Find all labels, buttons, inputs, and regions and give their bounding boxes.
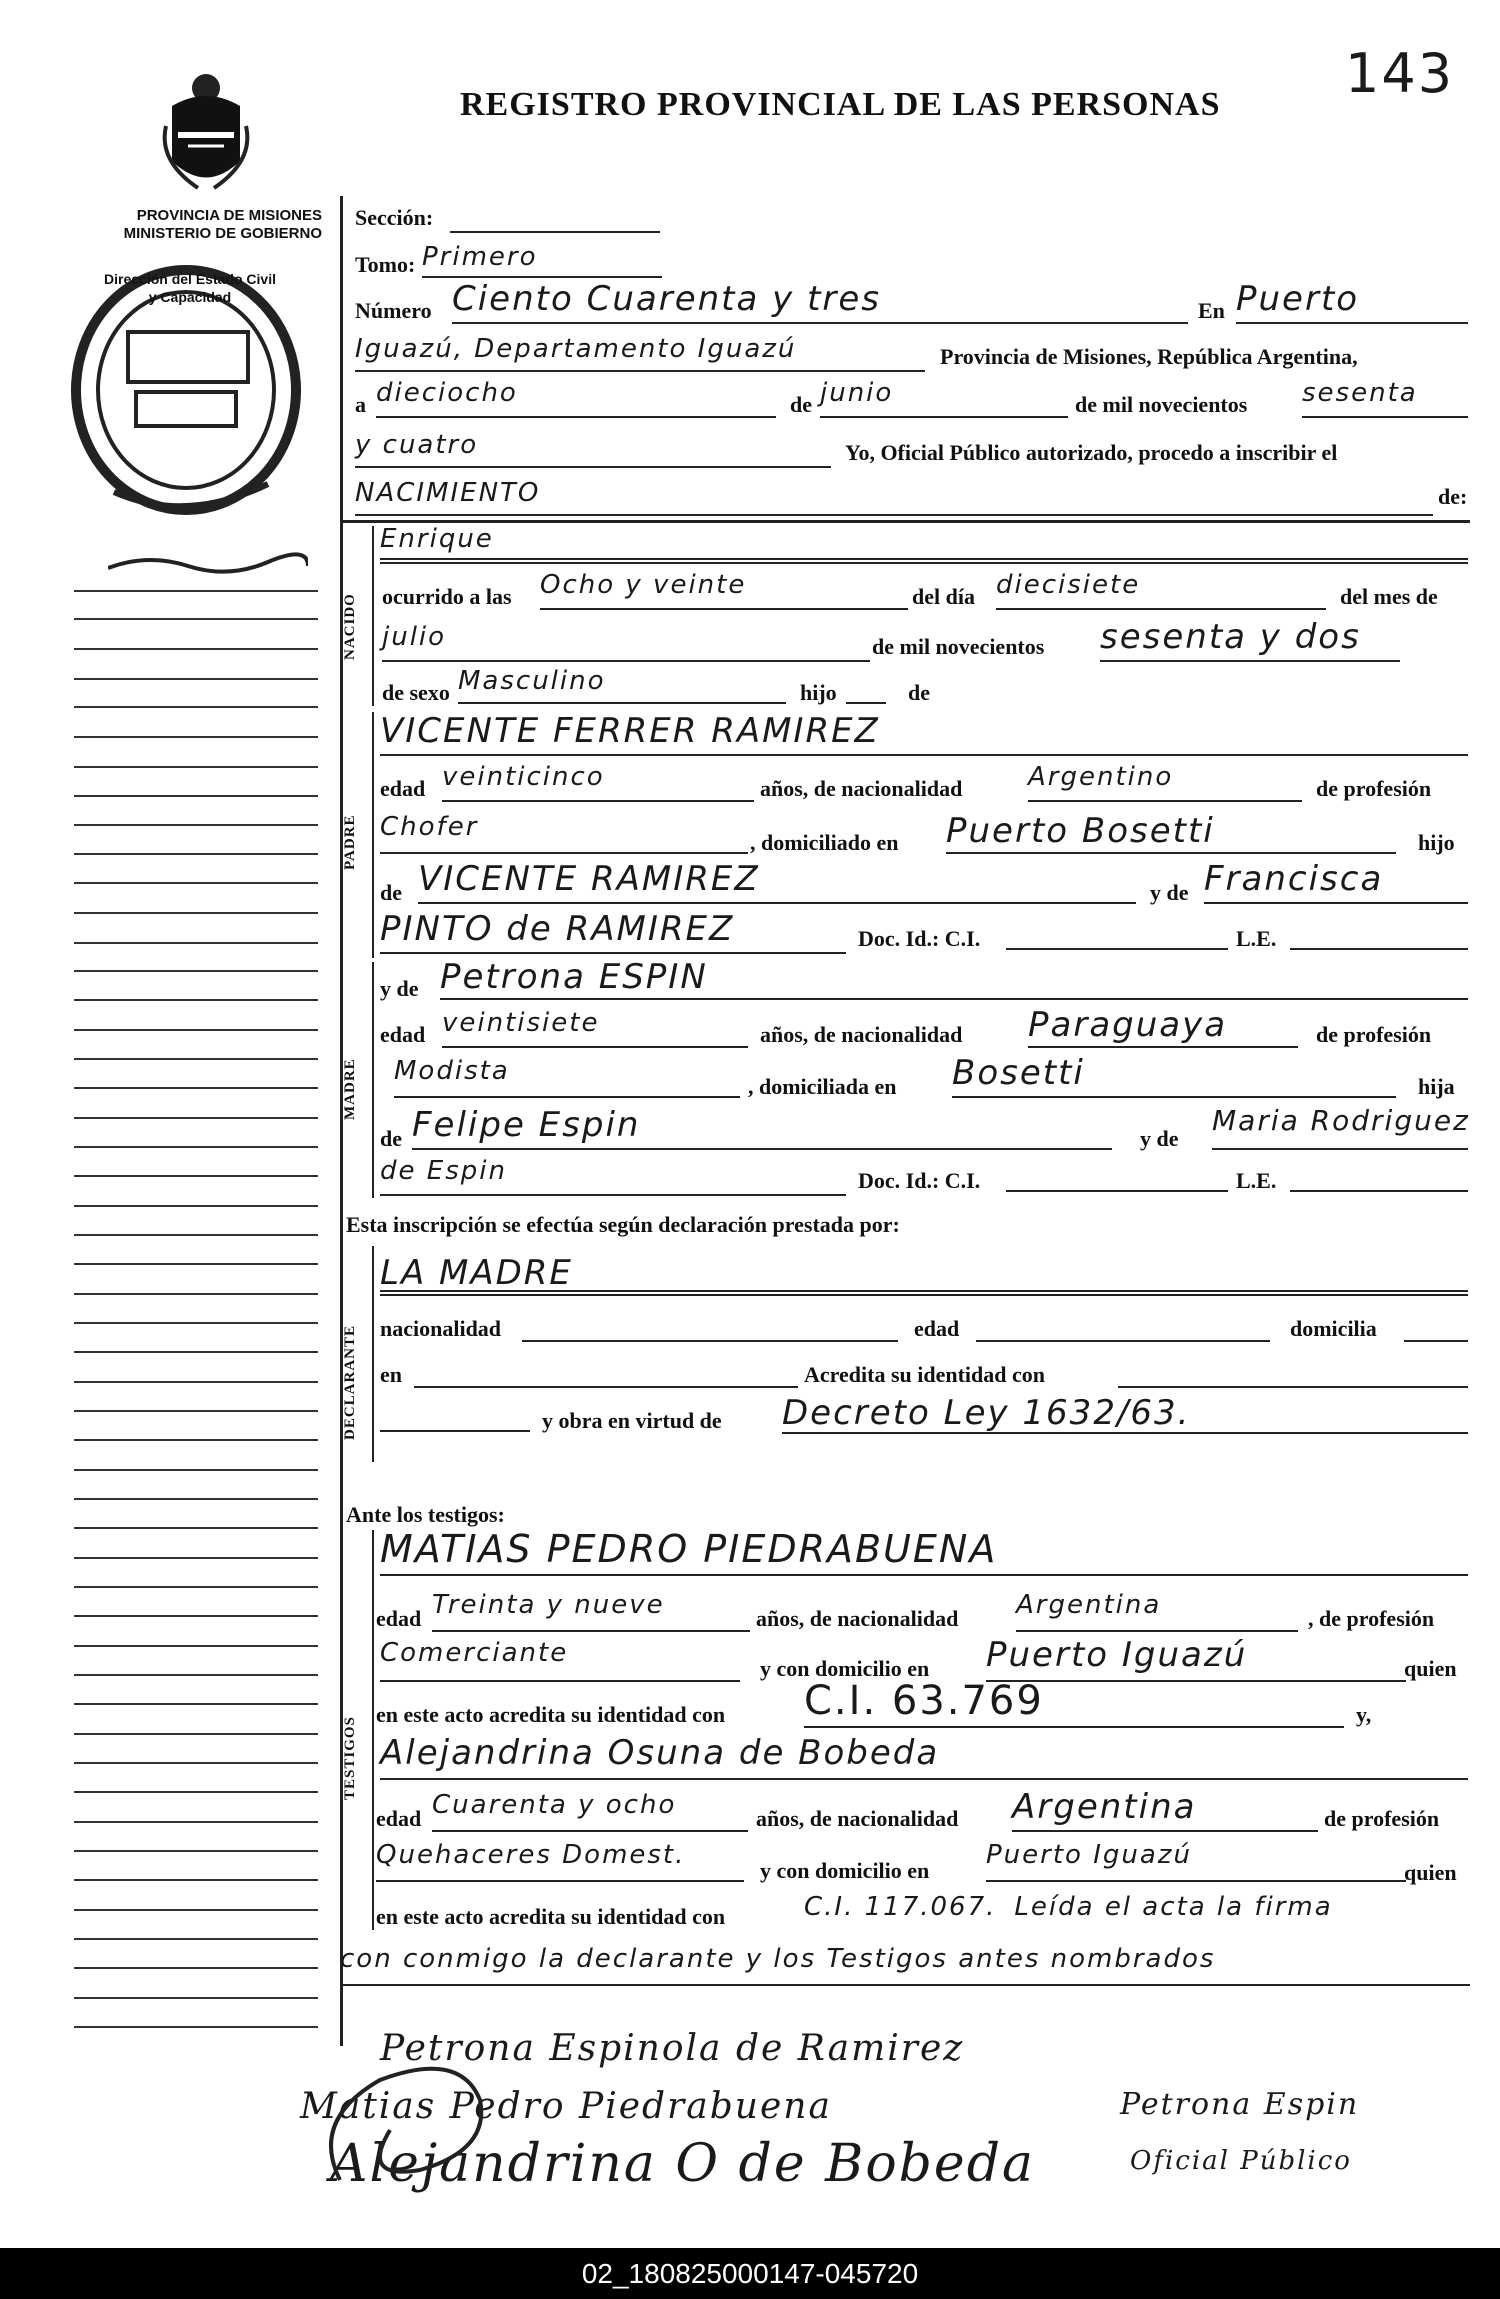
oficial-text: Yo, Oficial Público autorizado, procedo a inscribir el <box>845 440 1338 465</box>
numero-value: Ciento Cuarenta y tres <box>452 279 882 319</box>
anio-field[interactable] <box>1100 618 1400 662</box>
padre-nac-field[interactable] <box>1028 762 1302 802</box>
padre-doc-label: Doc. Id.: C.I. <box>858 926 981 951</box>
provincia-text: Provincia de Misiones, República Argentina, <box>940 344 1358 369</box>
padre-padre-value: VICENTE RAMIREZ <box>418 859 760 899</box>
testigo-2-prof-value: Quehaceres Domest. <box>376 1840 686 1870</box>
testigo-2-acredita-value: C.I. 117.067. <box>804 1892 997 1922</box>
testigo-2-prof-field[interactable] <box>376 1840 744 1882</box>
padre-nac-label: años, de nacionalidad <box>760 776 963 801</box>
declarante-dom-label: domicilia <box>1290 1316 1377 1341</box>
madre-dom-label: , domiciliada en <box>748 1074 897 1099</box>
padre-hijo-label: hijo <box>1418 830 1455 855</box>
en-field[interactable] <box>1236 280 1468 324</box>
testigo-2-dom-field[interactable] <box>986 1840 1406 1882</box>
padre-le-field[interactable] <box>1290 922 1468 950</box>
padre-edad-label: edad <box>380 776 426 801</box>
testigo-1-prof-label: , de profesión <box>1308 1606 1435 1631</box>
act-de-label: de: <box>1438 484 1468 509</box>
padre-prof-label: de profesión <box>1316 776 1432 801</box>
nacido-inner-border <box>372 526 374 706</box>
nacido-name-underline <box>380 562 1468 564</box>
testigo-1-dom-label: y con domicilio en <box>760 1656 930 1681</box>
madre-nac-value: Paraguaya <box>1028 1005 1228 1045</box>
closing-text-2-field <box>340 1944 1470 1986</box>
year-text: de mil novecientos <box>1075 392 1248 417</box>
document-title: REGISTRO PROVINCIAL DE LAS PERSONAS <box>460 86 1221 123</box>
declarante-inner-border <box>372 1246 374 1462</box>
section-declarante-label: DECLARANTE <box>342 1324 358 1440</box>
month-field[interactable] <box>820 378 1068 418</box>
tomo-value: Primero <box>422 242 538 272</box>
folio-number: 143 <box>1345 42 1455 105</box>
nacido-name-field[interactable] <box>380 524 1468 560</box>
padre-edad-value: veinticinco <box>442 762 605 792</box>
testigo-2-acredita-label: en este acto acredita su identidad con <box>376 1904 726 1929</box>
padre-ci-field[interactable] <box>1006 922 1228 950</box>
month-value: junio <box>820 378 894 408</box>
ministry-stamp-text <box>60 207 322 243</box>
testigo-1-nac-label: años, de nacionalidad <box>756 1606 959 1631</box>
stamp-flourish <box>108 548 308 583</box>
stamp-line-direction: Dirección del Estado Civil <box>104 271 276 287</box>
declarante-name-field[interactable] <box>380 1254 1468 1292</box>
padre-inner-border <box>372 712 374 958</box>
padre-madre-value-2: PINTO de RAMIREZ <box>380 909 735 949</box>
madre-inner-border <box>372 962 374 1198</box>
padre-prof-field[interactable] <box>380 812 748 854</box>
testigo-2-quien: quien <box>1404 1860 1457 1885</box>
madre-dom-field[interactable] <box>952 1054 1396 1098</box>
testigo-2-nac-value: Argentina <box>1012 1787 1197 1827</box>
padre-name-value: VICENTE FERRER RAMIREZ <box>380 711 880 751</box>
year-value: sesenta <box>1302 378 1418 408</box>
padre-madre-field[interactable] <box>1204 860 1468 904</box>
signature-testigo-2: Alejandrina O de Bobeda <box>330 2134 1035 2194</box>
padre-le-label: L.E. <box>1236 926 1277 951</box>
coat-of-arms-emblem <box>158 66 254 196</box>
madre-madre-field[interactable] <box>1212 1106 1468 1150</box>
testigo-1-edad-field[interactable] <box>432 1590 750 1632</box>
madre-dom-value: Bosetti <box>952 1053 1085 1093</box>
declarante-nac-label: nacionalidad <box>380 1316 502 1341</box>
declarante-dom-field[interactable] <box>1404 1314 1468 1342</box>
madre-madre-value: Maria Rodriguez <box>1212 1104 1470 1137</box>
section-madre-label: MADRE <box>342 1058 358 1120</box>
madre-padre-value: Felipe Espin <box>412 1105 641 1145</box>
madre-yde2-label: y de <box>1140 1126 1179 1151</box>
madre-prof-value: Modista <box>394 1056 510 1086</box>
testigo-1-dom-value: Puerto Iguazú <box>986 1635 1248 1675</box>
dia-value: diecisiete <box>996 570 1141 600</box>
testigo-2-edad-label: edad <box>376 1806 422 1831</box>
ocurrido-label: ocurrido a las <box>382 584 512 609</box>
sexo-value: Masculino <box>458 666 606 696</box>
testigo-1-edad-label: edad <box>376 1606 422 1631</box>
del-dia-label: del día <box>912 584 975 609</box>
day-field[interactable] <box>376 378 776 418</box>
place-field[interactable] <box>355 334 925 372</box>
seccion-label: Sección: <box>355 205 434 230</box>
declarante-name-underline <box>380 1294 1468 1296</box>
declarante-edad-label: edad <box>914 1316 960 1341</box>
hijo-label: hijo <box>800 680 837 705</box>
en-value: Puerto <box>1236 279 1360 319</box>
sexo-label: de sexo <box>382 680 450 705</box>
madre-de-label: de <box>380 1126 402 1151</box>
madre-prof-label: de profesión <box>1316 1022 1432 1047</box>
madre-prof-field[interactable] <box>394 1056 740 1098</box>
testigo-1-quien: quien <box>1404 1656 1457 1681</box>
anio-value: sesenta y dos <box>1100 617 1361 657</box>
section-nacido-label: NACIDO <box>342 593 358 660</box>
padre-dom-value: Puerto Bosetti <box>946 811 1215 851</box>
tomo-label: Tomo: <box>355 252 416 277</box>
madre-nac-label: años, de nacionalidad <box>760 1022 963 1047</box>
stamp-line-ministry: MINISTERIO DE GOBIERNO <box>123 225 322 242</box>
signature-testigo-1: Matias Pedro Piedrabuena <box>300 2086 832 2127</box>
numero-label: Número <box>355 298 432 323</box>
mes-value: julio <box>382 622 447 652</box>
year-field[interactable] <box>1302 378 1468 418</box>
padre-padre-field[interactable] <box>418 860 1136 904</box>
madre-le-label: L.E. <box>1236 1168 1277 1193</box>
padre-edad-field[interactable] <box>442 762 754 802</box>
padre-yde-label: y de <box>1150 880 1189 905</box>
testigos-intro: Ante los testigos: <box>346 1502 505 1527</box>
testigo-2-dom-label: y con domicilio en <box>760 1858 930 1883</box>
section-padre-label: PADRE <box>342 814 358 870</box>
madre-nac-field[interactable] <box>1028 1006 1298 1048</box>
stamp-line-capacity: y Capacidad <box>148 289 232 305</box>
testigo-1-prof-field[interactable] <box>380 1638 740 1682</box>
signature-declarante: Petrona Espinola de Ramirez <box>380 2028 965 2069</box>
madre-padre-field[interactable] <box>412 1106 1112 1150</box>
declarante-obra-blank[interactable] <box>380 1404 530 1432</box>
testigo-1-name-field[interactable] <box>380 1527 1468 1576</box>
year-value-continued: y cuatro <box>355 430 479 460</box>
madre-madre-field-2[interactable] <box>380 1156 846 1196</box>
hora-value: Ocho y veinte <box>540 570 747 600</box>
mil-novecientos-label: de mil novecientos <box>872 634 1045 659</box>
madre-le-field[interactable] <box>1290 1164 1468 1192</box>
madre-name-field[interactable] <box>440 958 1468 1000</box>
en-label: En <box>1198 298 1225 323</box>
declarante-name-value: LA MADRE <box>380 1253 573 1293</box>
testigo-2-edad-value: Cuarenta y ocho <box>432 1790 677 1820</box>
madre-edad-label: edad <box>380 1022 426 1047</box>
dia-field[interactable] <box>996 570 1326 610</box>
declarante-obra-label: y obra en virtud de <box>542 1408 722 1433</box>
hijo-blank[interactable] <box>846 676 886 704</box>
madre-doc-label: Doc. Id.: C.I. <box>858 1168 981 1193</box>
signature-flourish <box>300 2040 720 2205</box>
testigo-1-prof-value: Comerciante <box>380 1638 569 1668</box>
seccion-field[interactable] <box>450 203 660 233</box>
divider-nacido-top <box>340 520 1470 523</box>
hora-field[interactable] <box>540 570 908 610</box>
padre-nac-value: Argentino <box>1028 762 1174 792</box>
padre-de-label: de <box>380 880 402 905</box>
testigo-1-acredita-value: C.I. 63.769 <box>804 1678 1044 1724</box>
testigo-2-nac-label: años, de nacionalidad <box>756 1806 959 1831</box>
testigo-1-acredita-label: en este acto acredita su identidad con <box>376 1702 726 1727</box>
official-oval-stamp <box>58 262 322 522</box>
signature-oficial-title: Oficial Público <box>1130 2146 1352 2176</box>
testigo-2-name-field[interactable] <box>380 1734 1468 1780</box>
madre-edad-field[interactable] <box>442 1008 748 1048</box>
declarante-obra-field[interactable] <box>782 1394 1468 1434</box>
madre-name-value: Petrona ESPIN <box>440 957 708 997</box>
year-field-continued[interactable] <box>355 430 831 468</box>
testigo-2-edad-field[interactable] <box>432 1790 748 1832</box>
padre-prof-value: Chofer <box>380 812 479 842</box>
date-a-label: a <box>355 392 366 417</box>
document-id-footer: 02_180825000147-045720 <box>0 2248 1500 2299</box>
testigo-2-acredita-field[interactable] <box>804 1892 1468 1928</box>
numero-field[interactable] <box>452 280 1188 324</box>
hijo-de-label: de <box>908 680 930 705</box>
testigo-1-name-value: MATIAS PEDRO PIEDRABUENA <box>380 1527 998 1571</box>
closing-text-2: con conmigo la declarante y los Testigos antes nombrados <box>340 1944 1216 1974</box>
nacido-name-value: Enrique <box>380 524 494 554</box>
stamp-line-province: PROVINCIA DE MISIONES <box>136 207 322 224</box>
testigo-1-nac-field[interactable] <box>1016 1590 1298 1632</box>
del-mes-label: del mes de <box>1340 584 1438 609</box>
madre-ci-field[interactable] <box>1006 1164 1228 1192</box>
padre-madre-value: Francisca <box>1204 859 1384 899</box>
testigo-1-edad-value: Treinta y nueve <box>432 1590 665 1620</box>
date-de-label: de <box>790 392 812 417</box>
padre-dom-label: , domiciliado en <box>750 830 899 855</box>
tomo-field[interactable] <box>422 242 662 278</box>
padre-madre-field-2[interactable] <box>380 910 846 954</box>
testigo-2-dom-value: Puerto Iguazú <box>986 1840 1192 1870</box>
declarante-en-field[interactable] <box>414 1360 798 1388</box>
declarante-acredita-label: Acredita su identidad con <box>804 1362 1046 1387</box>
mes-field[interactable] <box>382 622 870 662</box>
declarante-edad-field[interactable] <box>976 1314 1270 1342</box>
testigos-inner-border <box>372 1530 374 1930</box>
declarante-en-label: en <box>380 1362 402 1387</box>
testigo-1-acredita-field[interactable] <box>804 1678 1344 1728</box>
testigo-1-nac-value: Argentina <box>1016 1590 1162 1620</box>
declarante-intro: Esta inscripción se efectúa según declaración prestada por: <box>346 1212 900 1237</box>
act-value: NACIMIENTO <box>355 478 541 508</box>
padre-name-field[interactable] <box>380 712 1468 756</box>
sexo-field[interactable] <box>458 666 786 704</box>
testigo-2-name-value: Alejandrina Osuna de Bobeda <box>380 1733 940 1773</box>
madre-hija-label: hija <box>1418 1074 1455 1099</box>
testigo-2-prof-label: de profesión <box>1324 1806 1440 1831</box>
madre-yde-label: y de <box>380 976 419 1001</box>
testigo-1-y: y, <box>1356 1702 1372 1727</box>
declarante-acredita-field[interactable] <box>1118 1360 1468 1388</box>
day-value: dieciocho <box>376 378 518 408</box>
signature-oficial: Petrona Espin <box>1120 2087 1360 2122</box>
closing-text-1: Leída el acta la firma <box>1014 1892 1333 1922</box>
testigo-1-dom-field[interactable] <box>986 1636 1406 1682</box>
act-field[interactable] <box>355 478 1433 516</box>
testigo-2-nac-field[interactable] <box>1012 1788 1318 1832</box>
madre-madre-value-2: de Espin <box>380 1156 507 1186</box>
section-testigos-label: TESTIGOS <box>342 1716 358 1800</box>
place-value: Iguazú, Departamento Iguazú <box>355 334 797 364</box>
madre-edad-value: veintisiete <box>442 1008 600 1038</box>
declarante-obra-value: Decreto Ley 1632/63. <box>782 1393 1191 1433</box>
padre-dom-field[interactable] <box>946 812 1396 854</box>
declarante-nac-field[interactable] <box>522 1314 898 1342</box>
